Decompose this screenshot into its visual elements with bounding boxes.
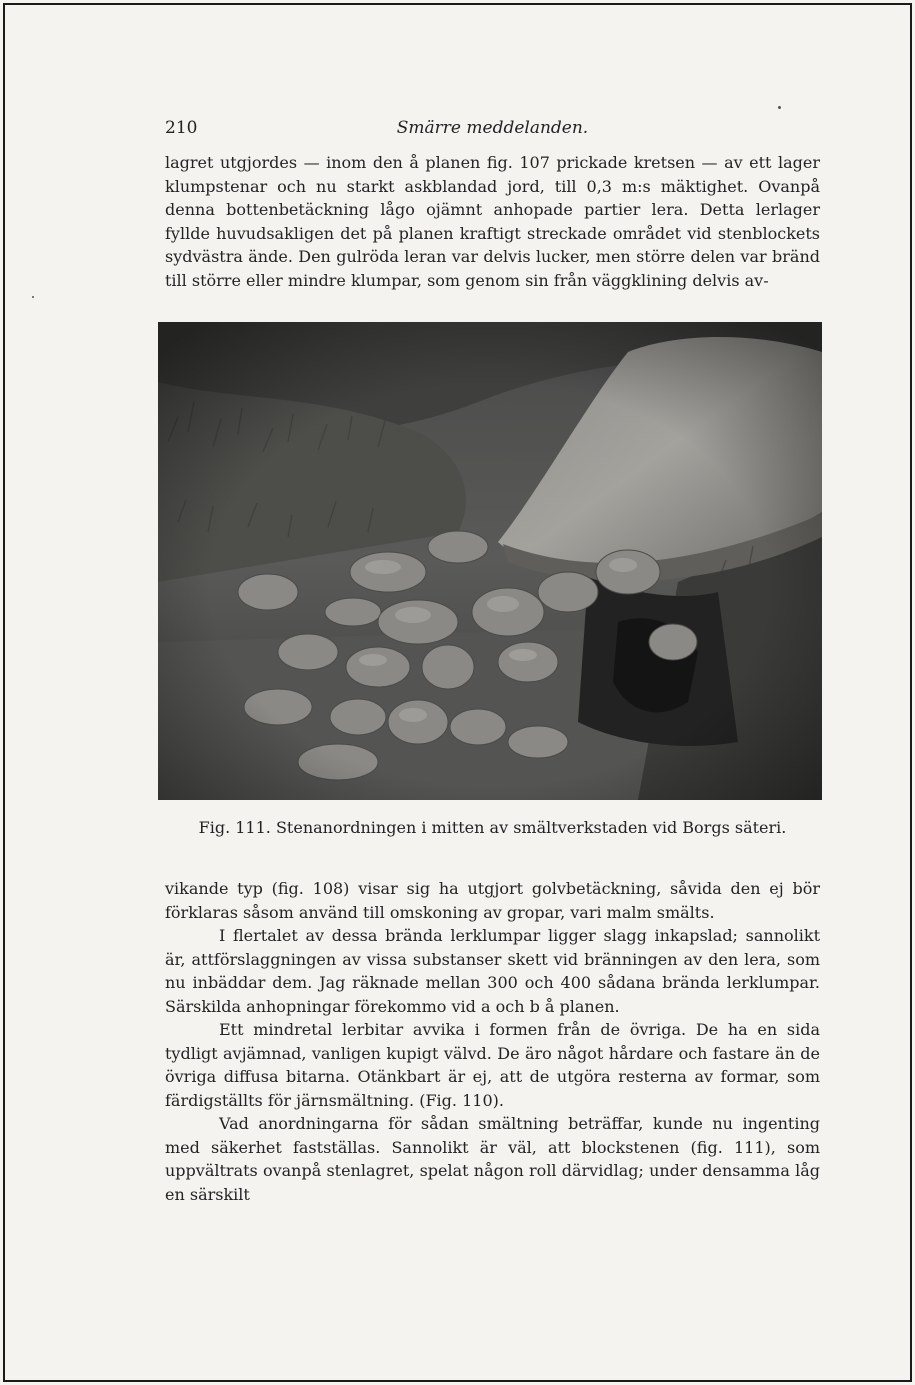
paper-speck (32, 296, 34, 298)
paragraph: Vad anordningarna för sådan smältning beträffar, kunde nu ingenting med säkerhet fastställas. Sannolikt är väl, att blockstenen (fig. 111), som uppvältrats ovanpå stenlagret, spelat någon roll därvidlag; under densamma låg en särskilt (165, 1114, 820, 1204)
paragraph: vikande typ (fig. 108) visar sig ha utgjort golvbetäckning, såvida den ej bör förklaras såsom använd till omskoning av gropar, vari malm smälts. (165, 879, 820, 922)
caption-text: Stenanordningen i mitten av smältverkstaden vid Borgs säteri. (275, 818, 787, 837)
paragraph: I flertalet av dessa brända lerklumpar ligger slagg inkapslad; sannolikt är, attförslaggningen av vissa substanser skett vid bränningen av den lera, som nu inbäddar dem. Jag räknade mellan 300 och 400 sådana brända lerklumpar. Särskilda anhopningar förekommo vid a och b å planen. (165, 926, 820, 1016)
page-number: 210 (165, 118, 198, 138)
caption-number: Fig. 111. (198, 818, 271, 837)
body-text-top (165, 151, 820, 292)
figure-photograph (158, 322, 822, 800)
figure-caption (165, 818, 820, 837)
stone-arrangement-photo (158, 322, 822, 800)
body-text-bottom (165, 877, 820, 1206)
paragraph: lagret utgjordes — inom den å planen fig. 107 prickade kretsen — av ett lager klumpstenar och nu starkt askblandad jord, till 0,3 m:s mäktighet. Ovanpå denna bottenbetäckning lågo ojämnt anhopade partier lera. Detta lerlager fyllde huvudsakligen det på planen kraftigt streckade området vid stenblockets sydvästra ände. Den gulröda leran var delvis lucker, men större delen var bränd till större eller mindre klumpar, som genom sin från väggklining delvis av- (165, 153, 820, 290)
paper-speck (778, 106, 781, 109)
running-title: Smärre meddelanden. (396, 118, 589, 138)
page-header (165, 118, 820, 142)
paragraph: Ett mindretal lerbitar avvika i formen från de övriga. De ha en sida tydligt avjämnad, vanligen kupigt välvd. De äro något hårdare och fastare än de övriga diffusa bitarna. Otänkbart är ej, att de utgöra resterna av formar, som färdigställts för järnsmältning. (Fig. 110). (165, 1020, 820, 1110)
